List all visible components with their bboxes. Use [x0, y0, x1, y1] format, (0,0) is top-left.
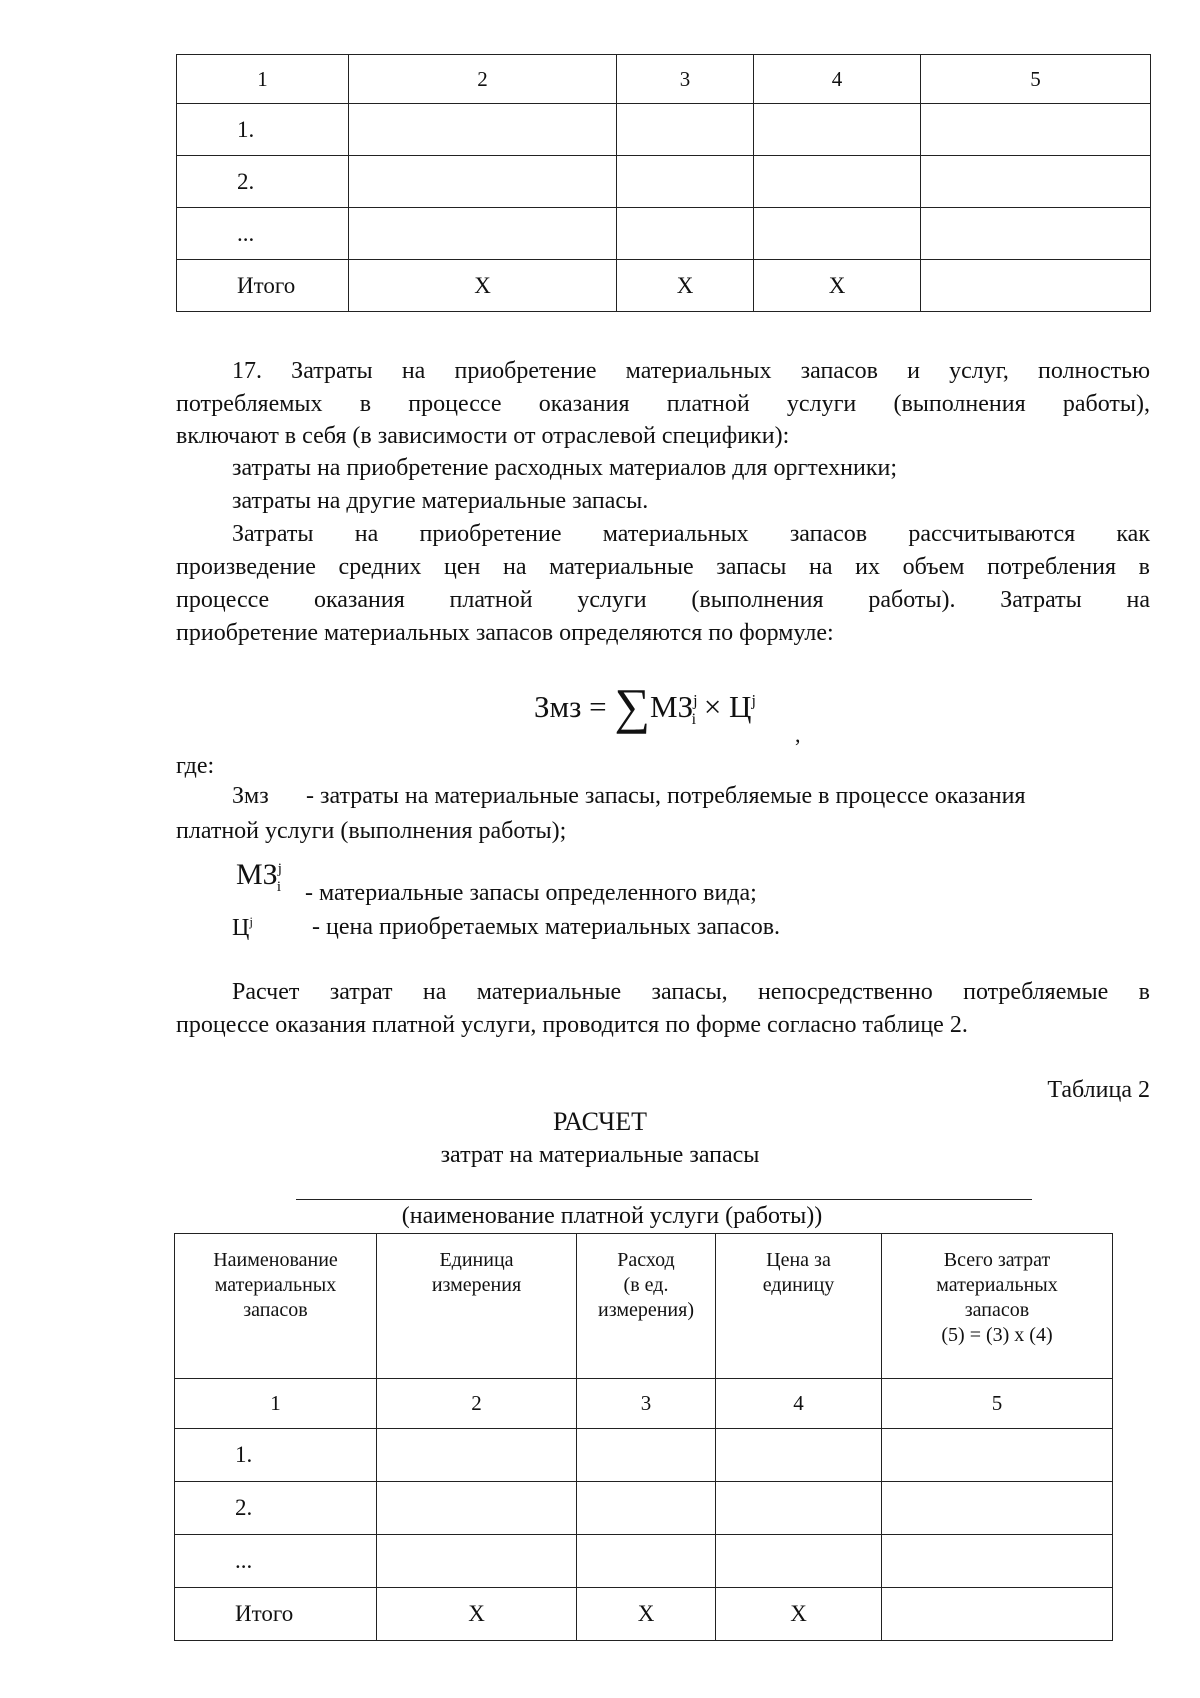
row-label: ...	[175, 1535, 377, 1588]
definition-symbol: $МЗ^j_i$	[236, 858, 282, 895]
paragraph-line: приобретение материальных запасов определяются по формуле:	[176, 620, 834, 646]
table-title: РАСЧЕТ	[553, 1107, 647, 1136]
table-row	[175, 1535, 1113, 1588]
column-number: 1	[177, 55, 349, 104]
paragraph-line: процессе оказания платной услуги, проводится по форме согласно таблице 2.	[176, 1012, 968, 1038]
table-total-row	[177, 260, 1151, 312]
table-cell	[754, 104, 921, 156]
formula-comma: ,	[795, 722, 801, 747]
column-number: 2	[377, 1379, 577, 1429]
list-item: затраты на приобретение расходных материалов для оргтехники;	[232, 455, 897, 481]
table-cell	[577, 1429, 716, 1482]
total-cell	[921, 260, 1151, 312]
table-cell	[349, 208, 617, 260]
paragraph-17-line-3: включают в себя (в зависимости от отраслевой специфики):	[176, 423, 790, 449]
table-cell	[882, 1482, 1113, 1535]
formula-equals: =	[589, 689, 607, 724]
formula-price: Ц	[729, 689, 752, 724]
row-label: 1.	[177, 104, 349, 156]
header-cell: Единица измерения	[377, 1234, 577, 1379]
table-cell	[349, 104, 617, 156]
header-cell: Цена за единицу	[716, 1234, 882, 1379]
cost-table-top	[176, 54, 1151, 312]
total-cell	[882, 1588, 1113, 1641]
table-cell	[754, 156, 921, 208]
paragraph-17-line-2: потребляемых в процессе оказания платной услуги (выполнения работы),	[176, 391, 1150, 417]
table-cell	[754, 208, 921, 260]
total-label: Итого	[177, 260, 349, 312]
table-cell	[377, 1482, 577, 1535]
table-header-row	[177, 55, 1151, 104]
paragraph-line: Расчет затрат на материальные запасы, непосредственно потребляемые в	[232, 979, 1150, 1005]
column-number: 1	[175, 1379, 377, 1429]
paragraph-line: Затраты на приобретение материальных запасов рассчитываются как	[232, 521, 1150, 547]
table-cell	[617, 208, 754, 260]
definition-text: - цена приобретаемых материальных запасов.	[312, 914, 781, 940]
table-subtitle: затрат на материальные запасы	[440, 1142, 760, 1168]
table-cell	[617, 156, 754, 208]
table-cell	[921, 104, 1151, 156]
table-row	[175, 1482, 1113, 1535]
formula-times: ×	[703, 689, 722, 724]
table-cell	[716, 1535, 882, 1588]
definition-symbol: $Ц^j$	[232, 914, 253, 941]
row-label: 1.	[175, 1429, 377, 1482]
paragraph-17-line-1: 17. Затраты на приобретение материальных запасов и услуг, полностью	[232, 358, 1150, 384]
column-number: 5	[921, 55, 1151, 104]
table-cell	[349, 156, 617, 208]
cost-formula	[534, 677, 756, 735]
table-row	[177, 104, 1151, 156]
total-cell: X	[377, 1588, 577, 1641]
table-cell	[377, 1535, 577, 1588]
formula-mz-sup: j	[693, 692, 698, 710]
formula-price-sup: j	[751, 692, 756, 710]
column-number: 4	[716, 1379, 882, 1429]
column-number: 2	[349, 55, 617, 104]
column-number: 3	[617, 55, 754, 104]
where-label: где:	[176, 753, 215, 779]
paragraph-line: произведение средних цен на материальные запасы на их объем потребления в	[176, 554, 1150, 580]
total-cell: X	[577, 1588, 716, 1641]
table-cell	[921, 208, 1151, 260]
table-cell	[882, 1535, 1113, 1588]
table-cell	[577, 1482, 716, 1535]
header-cell: Наименование материальных запасов	[175, 1234, 377, 1379]
row-label: 2.	[175, 1482, 377, 1535]
table-cell	[921, 156, 1151, 208]
table-cell	[716, 1429, 882, 1482]
column-number: 4	[754, 55, 921, 104]
table-total-row	[175, 1588, 1113, 1641]
row-label: ...	[177, 208, 349, 260]
materials-cost-table	[174, 1233, 1113, 1641]
formula-mz: МЗ	[650, 689, 694, 724]
column-number-row	[175, 1379, 1113, 1429]
column-number: 3	[577, 1379, 716, 1429]
header-cell: Всего затрат материальных запасов (5) = (3) x (4)	[882, 1234, 1113, 1379]
formula-lhs: Змз	[534, 689, 582, 724]
service-name-caption: (наименование платной услуги (работы))	[401, 1203, 823, 1229]
definition-text: - затраты на материальные запасы, потребляемые в процессе оказания	[306, 783, 1026, 809]
table-cell	[716, 1482, 882, 1535]
total-cell: X	[617, 260, 754, 312]
total-cell: X	[716, 1588, 882, 1641]
row-label: 2.	[177, 156, 349, 208]
definition-symbol: Змз	[232, 783, 269, 809]
table-row	[177, 156, 1151, 208]
table-row	[175, 1429, 1113, 1482]
table-cell	[577, 1535, 716, 1588]
table-row	[177, 208, 1151, 260]
table-cell	[882, 1429, 1113, 1482]
column-number: 5	[882, 1379, 1113, 1429]
table-label: Таблица 2	[1047, 1077, 1150, 1103]
total-cell: X	[754, 260, 921, 312]
table-cell	[377, 1429, 577, 1482]
paragraph-line: процессе оказания платной услуги (выполнения работы). Затраты на	[176, 587, 1150, 613]
total-cell: X	[349, 260, 617, 312]
table-cell	[617, 104, 754, 156]
sum-icon: ∑	[614, 678, 651, 734]
list-item: затраты на другие материальные запасы.	[232, 488, 649, 514]
table-header-row	[175, 1234, 1113, 1379]
definition-text: платной услуги (выполнения работы);	[176, 818, 567, 844]
formula-mz-sub: i	[691, 711, 697, 729]
header-cell: Расход (в ед. измерения)	[577, 1234, 716, 1379]
total-label: Итого	[175, 1588, 377, 1641]
definition-text: - материальные запасы определенного вида;	[305, 880, 757, 906]
